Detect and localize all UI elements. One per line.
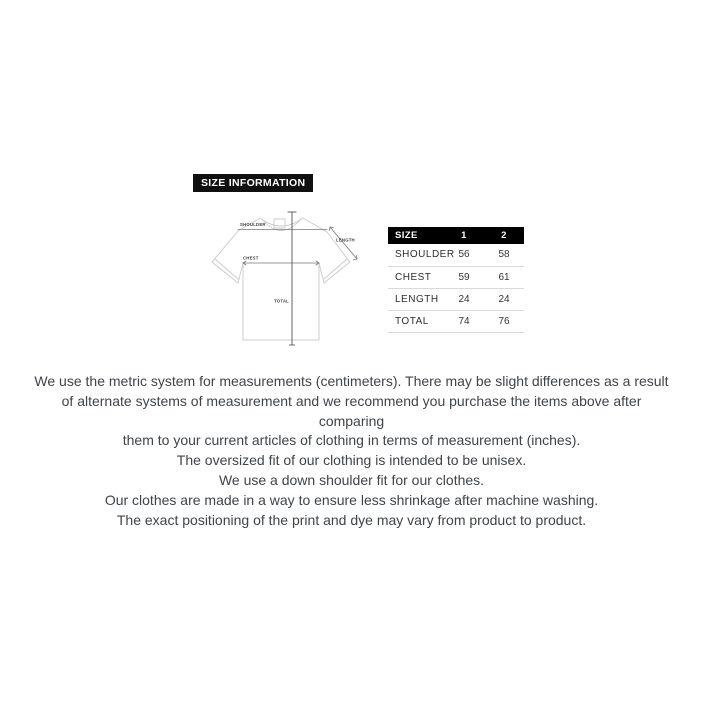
description-text [0, 372, 703, 530]
description-line: The exact positioning of the print and dye may vary from product to product. [116, 511, 587, 528]
size-table-row [388, 310, 524, 332]
diagram-label-shoulder: SHOULDER [240, 222, 266, 227]
size-table-header-row [388, 227, 524, 244]
size-table-header-size: SIZE [388, 227, 444, 244]
size-table-row [388, 266, 524, 288]
size-table-body [388, 244, 524, 332]
size-row-value: 58 [484, 244, 524, 266]
description-line: Our clothes are made in a way to ensure less shrinkage after machine washing. [104, 491, 599, 508]
size-table-row [388, 288, 524, 310]
size-row-value: 56 [444, 244, 484, 266]
size-row-value: 74 [444, 310, 484, 332]
total-measure-line [288, 212, 296, 345]
description-line: them to your current articles of clothing in terms of measurement (inches). [122, 432, 581, 449]
description-line: comparing [318, 412, 385, 429]
tshirt-measurement-diagram [193, 205, 363, 350]
size-table-header-size-2: 2 [484, 227, 524, 244]
description-line: We use a down shoulder fit for our clothes. [218, 471, 485, 488]
description-line: of alternate systems of measurement and we recommend you purchase the items above after [61, 392, 642, 409]
size-information-badge [193, 174, 313, 192]
size-row-value: 76 [484, 310, 524, 332]
size-table-row [388, 244, 524, 266]
description-line: The oversized fit of our clothing is intended to be unisex. [176, 452, 527, 469]
size-row-label: LENGTH [388, 288, 444, 310]
diagram-label-length: LENGTH [336, 237, 355, 243]
diagram-label-chest: CHEST [243, 255, 259, 261]
size-information-badge-label: SIZE INFORMATION [201, 177, 306, 189]
size-row-label: SHOULDER [388, 244, 444, 266]
description-line: We use the metric system for measurements (centimeters). There may be slight differences as a result [34, 373, 669, 389]
size-table [388, 227, 524, 333]
diagram-label-total: TOTAL [274, 298, 289, 304]
size-row-label: TOTAL [388, 310, 444, 332]
size-row-value: 61 [484, 266, 524, 288]
size-row-label: CHEST [388, 266, 444, 288]
size-row-value: 24 [444, 288, 484, 310]
tshirt-outline-icon [212, 218, 350, 340]
size-row-value: 24 [484, 288, 524, 310]
size-table-header-size-1: 1 [444, 227, 484, 244]
size-row-value: 59 [444, 266, 484, 288]
